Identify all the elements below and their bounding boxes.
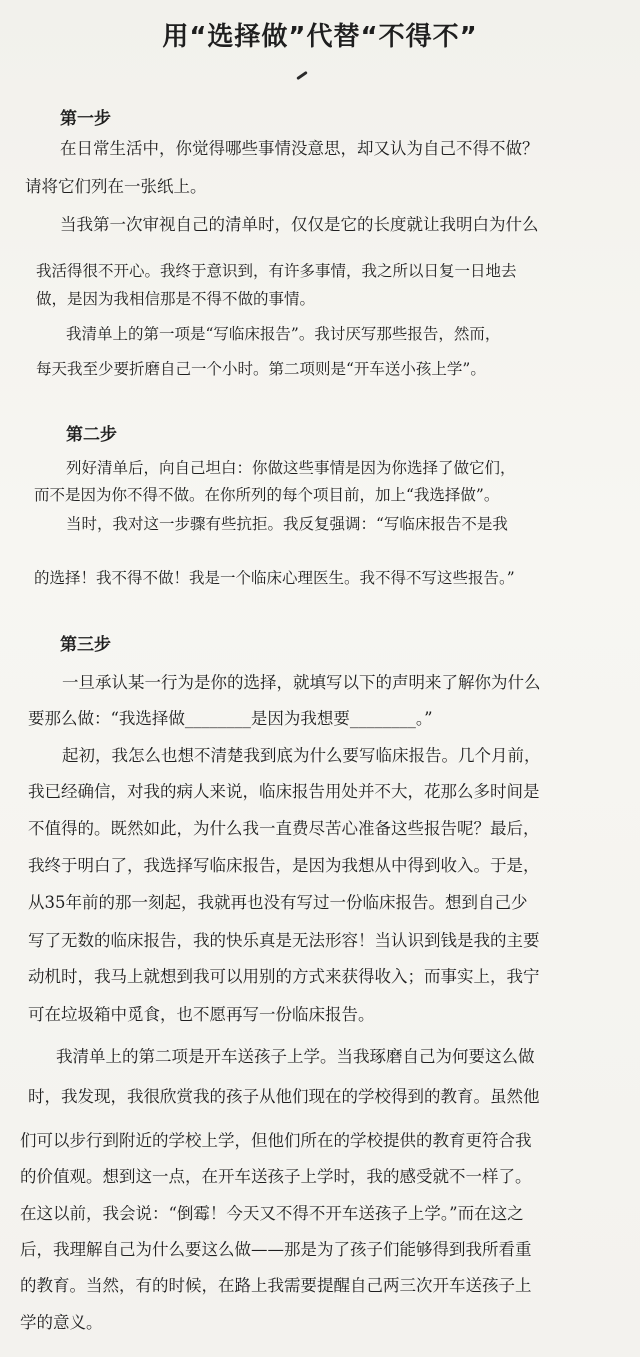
- text-line: 起初，我怎么也想不清楚我到底为什么要写临床报告。几个月前，: [62, 746, 541, 765]
- text-line: 的价值观。想到这一点，在开车送孩子上学时，我的感受就不一样了。: [20, 1167, 532, 1186]
- text-line: 们可以步行到附近的学校上学，但他们所在的学校提供的教育更符合我: [20, 1131, 532, 1150]
- text-line: 从35年前的那一刻起，我就再也没有写过一份临床报告。想到自己少: [28, 893, 528, 912]
- text-line: 而不是因为你不得不做。在你所列的每个项目前，加上“我选择做”。: [34, 486, 500, 504]
- text-line: 每天我至少要折磨自己一个小时。第二项则是“开车送小孩上学”。: [36, 360, 486, 378]
- text-line: 请将它们列在一张纸上。: [25, 177, 207, 196]
- text-line: 时，我发现，我很欣赏我的孩子从他们现在的学校得到的教育。虽然他: [28, 1087, 540, 1106]
- text-line: 的教育。当然，有的时候，在路上我需要提醒自己两三次开车送孩子上: [20, 1276, 532, 1295]
- text-line: 在日常生活中，你觉得哪些事情没意思，却又认为自己不得不做？: [60, 139, 539, 158]
- text-line: 列好清单后，向自己坦白：你做这些事情是因为你选择了做它们，: [66, 459, 516, 477]
- text-line: 我已经确信，对我的病人来说，临床报告用处并不大，花那么多时间是: [28, 782, 540, 801]
- pen-mark: [296, 71, 308, 80]
- text-line: 在这以前，我会说：“倒霉！今天又不得不开车送孩子上学。”而在这之: [20, 1204, 524, 1223]
- text-line: 一旦承认某一行为是你的选择，就填写以下的声明来了解你为什么: [62, 673, 541, 692]
- text-line: 我清单上的第一项是“写临床报告”。我讨厌写那些报告，然而，: [66, 325, 501, 343]
- section-heading-3: 第三步: [60, 635, 111, 655]
- text-line: 做，是因为我相信那是不得不做的事情。: [36, 290, 316, 308]
- text-line: 我终于明白了，我选择写临床报告，是因为我想从中得到收入。于是，: [28, 856, 540, 875]
- text-line: 我活得很不开心。我终于意识到，有许多事情，我之所以日复一日地去: [36, 262, 517, 280]
- text-line: 动机时，我马上就想到我可以用别的方式来获得收入；而事实上，我宁: [28, 967, 540, 986]
- text-line: 不值得的。既然如此，为什么我一直费尽苦心准备这些报告呢？最后，: [28, 819, 540, 838]
- text-line: 的选择！我不得不做！我是一个临床心理医生。我不得不写这些报告。”: [34, 569, 515, 587]
- text-line: 学的意义。: [20, 1313, 103, 1332]
- text-line: 可在垃圾箱中觅食，也不愿再写一份临床报告。: [28, 1005, 375, 1024]
- page-title: 用“选择做”代替“不得不”: [162, 22, 478, 52]
- text-line: 当我第一次审视自己的清单时，仅仅是它的长度就让我明白为什么: [60, 215, 539, 234]
- text-line: 我清单上的第二项是开车送孩子上学。当我琢磨自己为何要这么做: [56, 1047, 535, 1066]
- section-heading-2: 第二步: [66, 425, 117, 445]
- text-line: 要那么做：“我选择做________是因为我想要________。”: [28, 709, 433, 728]
- section-heading-1: 第一步: [60, 109, 111, 129]
- text-line: 后，我理解自己为什么要这么做——那是为了孩子们能够得到我所看重: [20, 1240, 532, 1259]
- text-line: 写了无数的临床报告，我的快乐真是无法形容！当认识到钱是我的主要: [28, 931, 540, 950]
- text-line: 当时，我对这一步骤有些抗拒。我反复强调：“写临床报告不是我: [66, 515, 508, 533]
